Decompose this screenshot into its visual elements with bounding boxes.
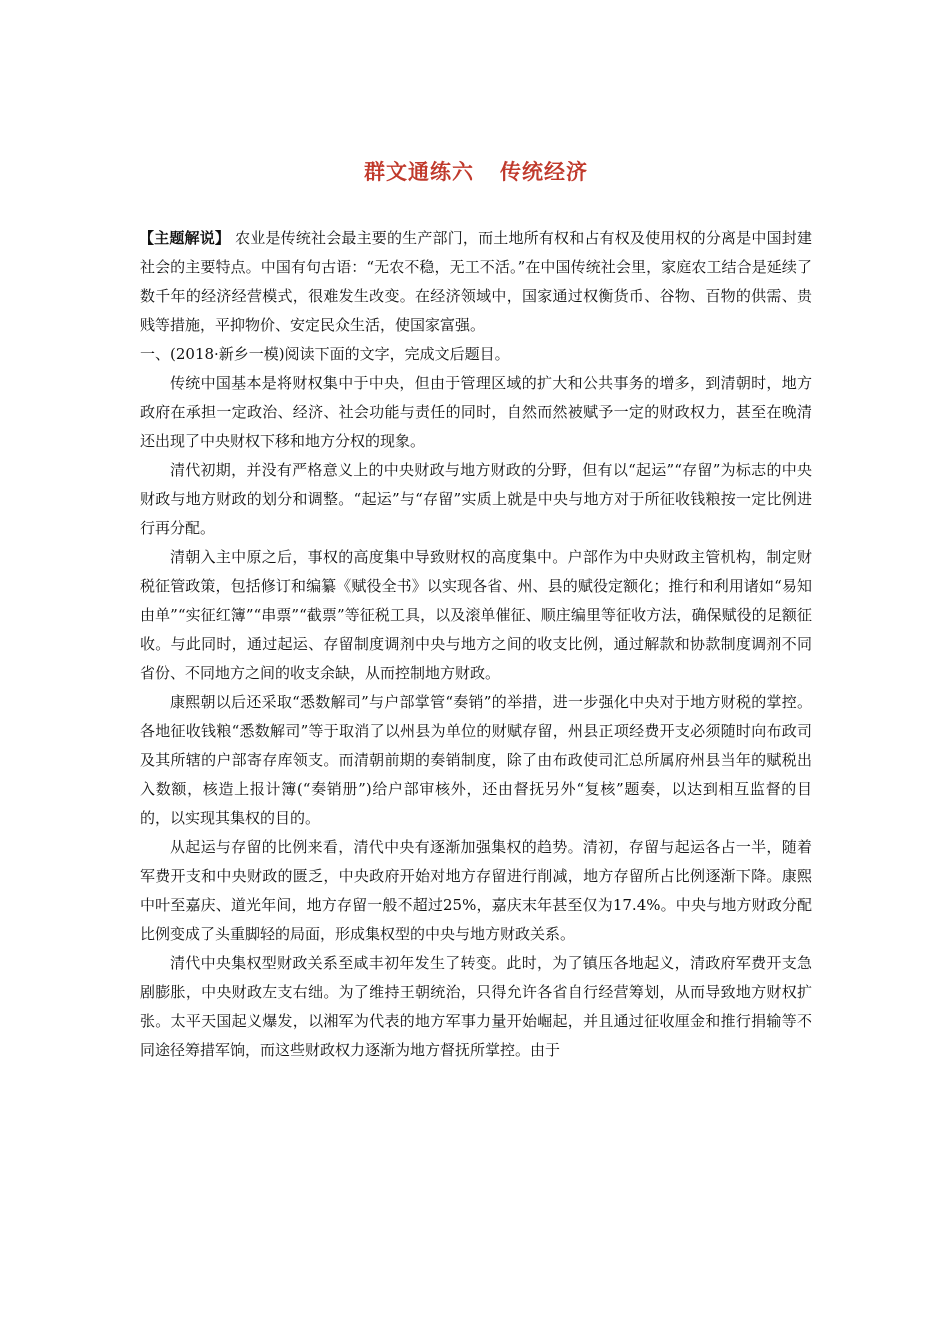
passage-paragraph-3: 清朝入主中原之后，事权的高度集中导致财权的高度集中。户部作为中央财政主管机构，制定财税征管政策，包括修订和编纂《赋役全书》以实现各省、州、县的赋役定额化；推行和利用诸如“易知由单”“实征红簿”“串票”“截票”等征税工具，以及滚单催征、顺庄编里等征收方法，确保赋役的足额征收。与此同时，通过起运、存留制度调剂中央与地方之间的收支比例，通过解款和协款制度调剂不同省份、不同地方之间的收支余缺，从而控制地方财政。 bbox=[140, 548, 812, 682]
passage-paragraph-2: 清代初期，并没有严格意义上的中央财政与地方财政的分野，但有以“起运”“存留”为标志的中央财政与地方财政的划分和调整。“起运”与“存留”实质上就是中央与地方对于所征收钱粮按一定比例进行再分配。 bbox=[140, 461, 812, 537]
question-header: 一、(2018·新乡一模)阅读下面的文字，完成文后题目。 bbox=[140, 345, 510, 363]
passage-paragraph-1: 传统中国基本是将财权集中于中央，但由于管理区域的扩大和公共事务的增多，到清朝时，地方政府在承担一定政治、经济、社会功能与责任的同时，自然而然被赋予一定的财政权力，甚至在晚清还出现了中央财权下移和地方分权的现象。 bbox=[140, 374, 812, 450]
page-title bbox=[140, 156, 812, 186]
theme-intro-tag: 【主题解说】 bbox=[139, 229, 231, 247]
theme-intro-text: 农业是传统社会最主要的生产部门，而土地所有权和占有权及使用权的分离是中国封建社会的主要特点。中国有句古语：“无农不稳，无工不活。”在中国传统社会里，家庭农工结合是延续了数千年的经济经营模式，很难发生改变。在经济领域中，国家通过权衡货币、谷物、百物的供需、贵贱等措施，平抑物价、安定民众生活，使国家富强。 bbox=[140, 229, 812, 334]
document-body bbox=[140, 224, 812, 1065]
passage-paragraph-4: 康熙朝以后还采取“悉数解司”与户部掌管“奏销”的举措，进一步强化中央对于地方财税的掌控。各地征收钱粮“悉数解司”等于取消了以州县为单位的财赋存留，州县正项经费开支必须随时向布政司及其所辖的户部寄存库领支。而清朝前期的奏销制度，除了由布政使司汇总所属府州县当年的赋税出入数额，核造上报计簿(“奏销册”)给户部审核外，还由督抚另外“复核”题奏，以达到相互监督的目的，以实现其集权的目的。 bbox=[140, 693, 812, 827]
title-topic: 传统经济 bbox=[500, 160, 588, 184]
title-series: 群文通练六 bbox=[364, 160, 474, 184]
theme-intro bbox=[140, 224, 812, 340]
passage-paragraph-6: 清代中央集权型财政关系至咸丰初年发生了转变。此时，为了镇压各地起义，清政府军费开支急剧膨胀，中央财政左支右绌。为了维持王朝统治，只得允许各省自行经营筹划，从而导致地方财权扩张。太平天国起义爆发，以湘军为代表的地方军事力量开始崛起，并且通过征收厘金和推行捐输等不同途径筹措军饷，而这些财政权力逐渐为地方督抚所掌控。由于 bbox=[140, 954, 812, 1059]
passage-paragraph-5: 从起运与存留的比例来看，清代中央有逐渐加强集权的趋势。清初，存留与起运各占一半，随着军费开支和中央财政的匮乏，中央政府开始对地方存留进行削减，地方存留所占比例逐渐下降。康熙中叶至嘉庆、道光年间，地方存留一般不超过25%，嘉庆末年甚至仅为17.4%。中央与地方财政分配比例变成了头重脚轻的局面，形成集权型的中央与地方财政关系。 bbox=[140, 838, 812, 943]
